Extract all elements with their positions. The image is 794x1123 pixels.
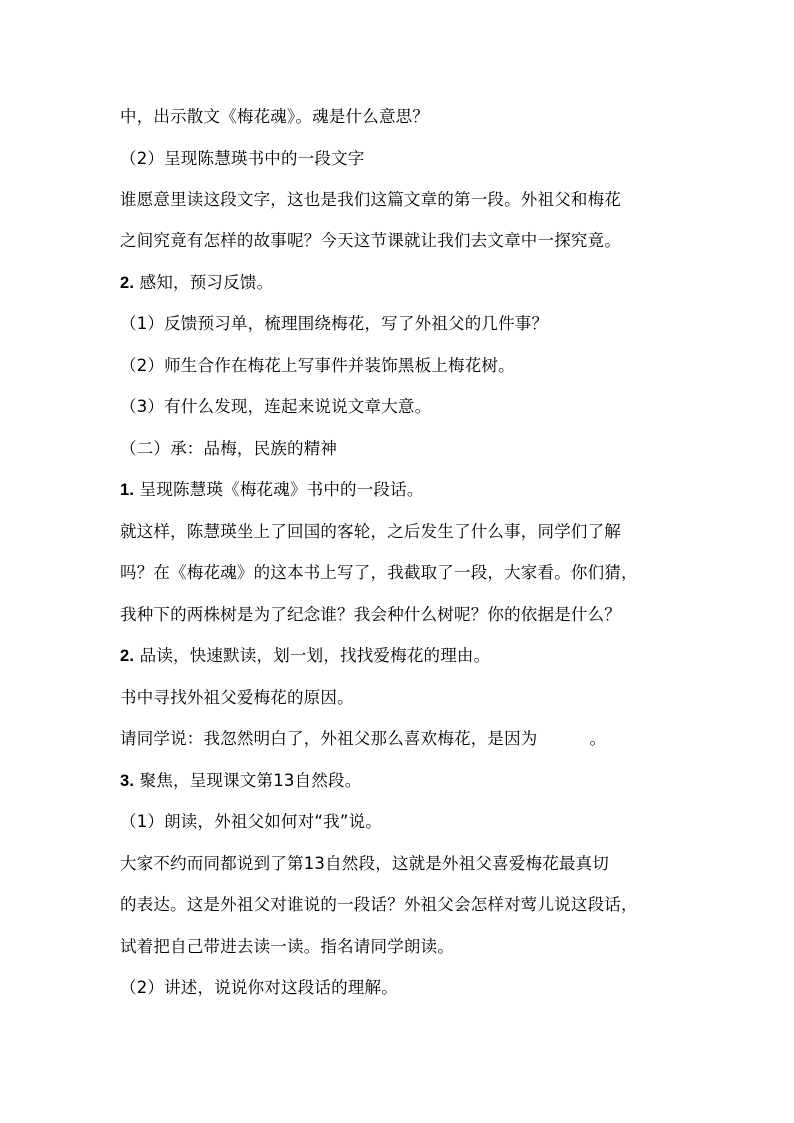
line-text: 感知，预习反馈。 — [139, 273, 274, 292]
line-text: 之间究竟有怎样的故事呢？今天这节课就让我们去文章中一探究竟。 — [120, 231, 621, 250]
paragraph-line — [120, 230, 621, 252]
line-suffix: 。 — [589, 729, 607, 748]
paragraph-line — [120, 936, 454, 958]
line-text: （1）朗读，外祖父如何对“我”说。 — [120, 812, 382, 831]
paragraph-line — [120, 106, 429, 128]
paragraph-line — [120, 313, 548, 335]
paragraph-line — [120, 894, 638, 916]
line-text: 中，出示散文《梅花魂》。魂是什么意思？ — [120, 107, 430, 126]
paragraph-line — [120, 811, 382, 833]
line-text: （二）承：品梅，民族的精神 — [120, 439, 338, 458]
line-text: 书中寻找外祖父爱梅花的原因。 — [120, 688, 354, 707]
paragraph-line — [120, 521, 621, 543]
paragraph-line — [120, 438, 337, 460]
section-heading — [120, 645, 490, 667]
line-text: 试着把自己带进去读一读。指名请同学朗读。 — [120, 937, 454, 956]
paragraph-line — [120, 148, 365, 170]
paragraph-line — [120, 604, 621, 626]
line-text: 就这样，陈慧瑛坐上了回国的客轮，之后发生了什么事，同学们了解 — [120, 522, 621, 541]
paragraph-line — [120, 853, 609, 875]
line-text: 我种下的两株树是为了纪念谁？我会种什么树呢？你的依据是什么？ — [120, 605, 621, 624]
paragraph-line — [120, 355, 515, 377]
section-number: 2. — [120, 647, 135, 665]
line-text: 品读，快速默读，划一划，找找爱梅花的理由。 — [139, 646, 491, 665]
paragraph-line — [120, 396, 431, 418]
paragraph-line — [120, 687, 354, 709]
section-number: 3. — [120, 772, 135, 790]
line-text: （2）师生合作在梅花上写事件并装饰黑板上梅花树。 — [120, 356, 515, 375]
line-text: （3）有什么发现，连起来说说文章大意。 — [120, 397, 432, 416]
section-heading — [120, 479, 424, 501]
line-text: 聚焦，呈现课文第13自然段。 — [139, 771, 362, 790]
line-text: 大家不约而同都说到了第13自然段，这就是外祖父喜爱梅花最真切 — [120, 854, 609, 873]
paragraph-line — [120, 728, 606, 750]
line-text: 吗？在《梅花魂》的这本书上写了，我截取了一段，大家看。你们猜， — [120, 563, 638, 582]
paragraph-line — [120, 189, 621, 211]
section-number: 2. — [120, 274, 135, 292]
section-heading — [120, 770, 361, 792]
line-text: 呈现陈慧瑛《梅花魂》书中的一段话。 — [139, 480, 424, 499]
line-text: 的表达。这是外祖父对谁说的一段话？外祖父会怎样对莺儿说这段话， — [120, 895, 638, 914]
line-text: （2）呈现陈慧瑛书中的一段文字 — [120, 149, 365, 168]
section-heading — [120, 272, 273, 294]
section-number: 1. — [120, 481, 135, 499]
paragraph-line — [120, 562, 638, 584]
line-text: 请同学说：我忽然明白了，外祖父那么喜欢梅花，是因为 — [120, 729, 538, 748]
line-text: 谁愿意里读这段文字，这也是我们这篇文章的第一段。外祖父和梅花 — [120, 190, 621, 209]
line-text: （2）讲述，说说你对这段话的理解。 — [120, 978, 398, 997]
line-text: （1）反馈预习单，梳理围绕梅花，写了外祖父的几件事？ — [120, 314, 549, 333]
paragraph-line — [120, 977, 398, 999]
